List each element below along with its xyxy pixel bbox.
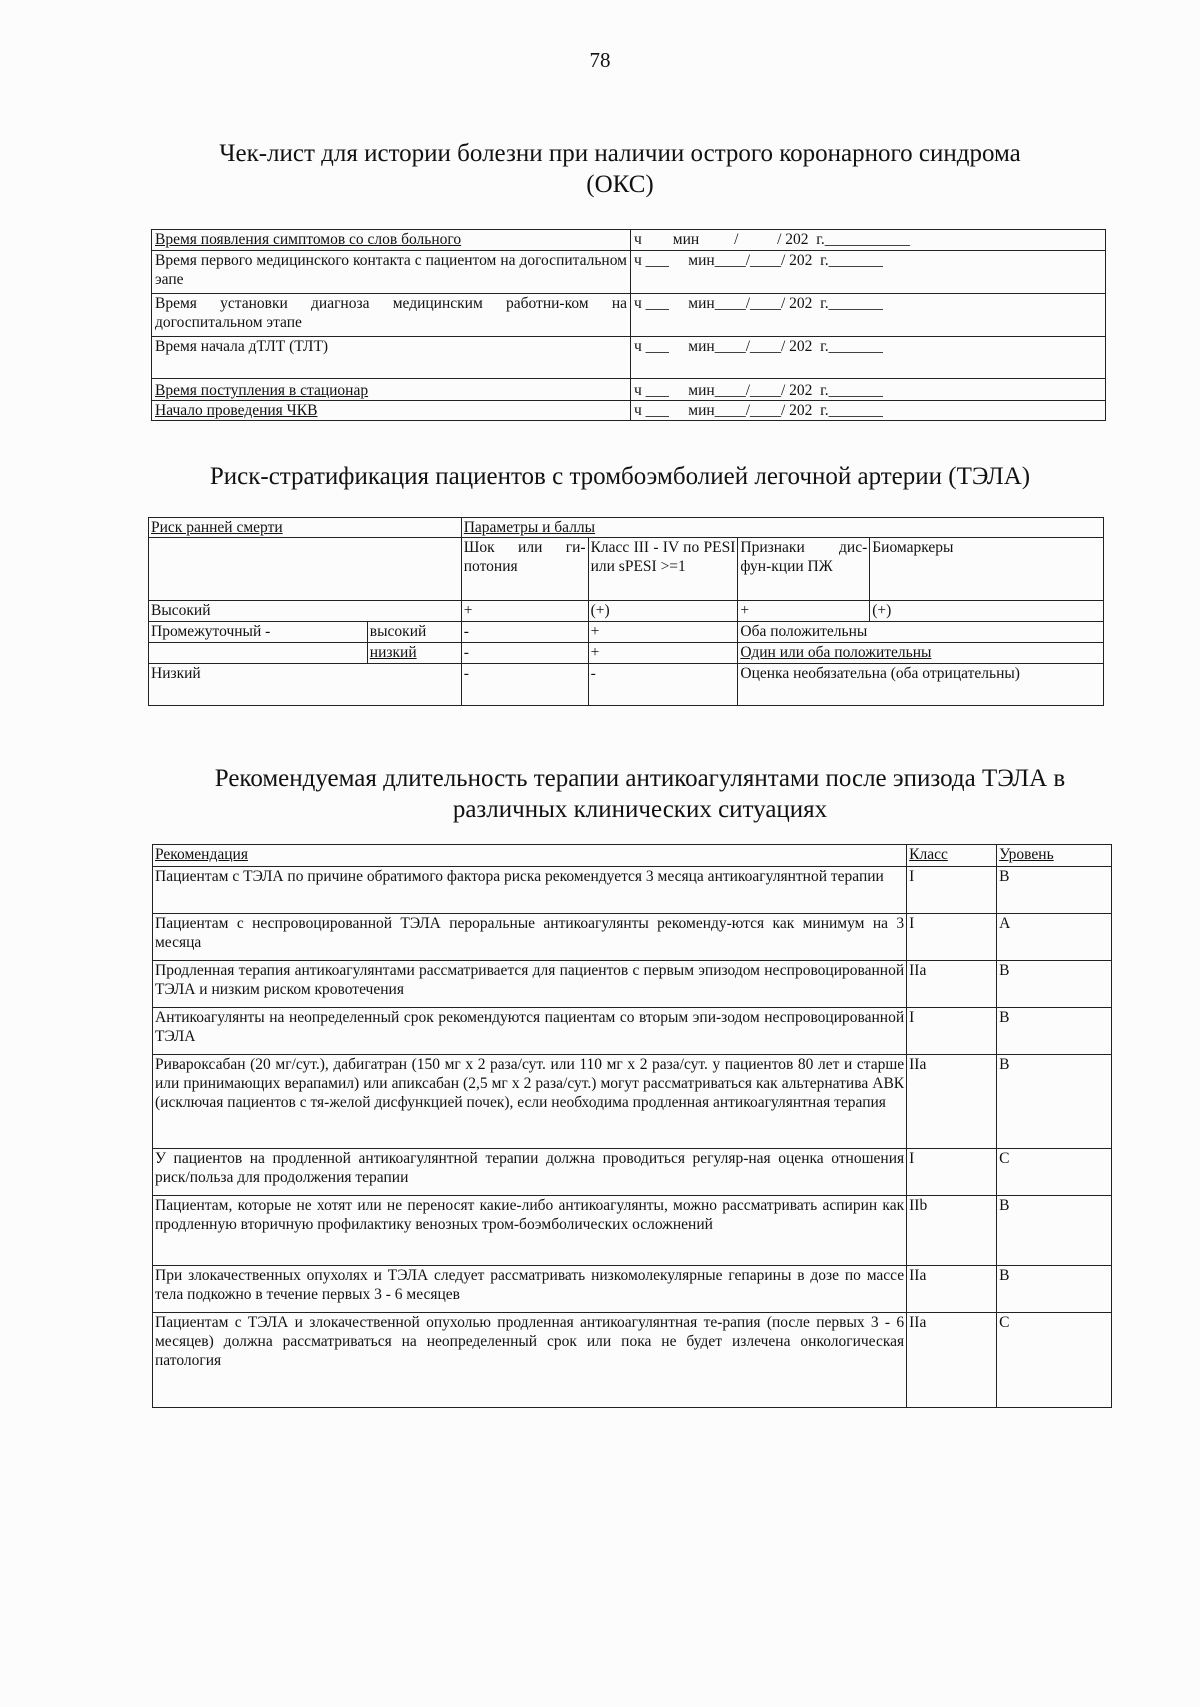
- therapy-rec: Продленная терапия антикоагулянтами рассматривается для пациентов с первым эпизодом неспровоцированной ТЭЛА и низким риском кровотечения: [153, 961, 907, 1008]
- table-row: [153, 867, 1112, 914]
- checklist-label: Начало проведения ЧКВ: [152, 401, 631, 421]
- checklist-label: Время поступления в стационар: [152, 379, 631, 401]
- checklist-label: Время появления симптомов со слов больного: [152, 230, 631, 251]
- risk-mid-label: Промежуточный -: [149, 622, 368, 643]
- therapy-level: B: [997, 961, 1112, 1008]
- risk-low-shock: -: [461, 664, 588, 706]
- therapy-class: IIa: [907, 1266, 997, 1313]
- table-row: [149, 622, 1104, 643]
- therapy-class: IIa: [907, 1313, 997, 1408]
- table-row: [152, 337, 1106, 379]
- table-row: [153, 845, 1112, 867]
- risk-mid-high-rvbio: Оба положительны: [738, 622, 1104, 643]
- therapy-class: IIa: [907, 961, 997, 1008]
- therapy-level: B: [997, 867, 1112, 914]
- therapy-class: I: [907, 867, 997, 914]
- therapy-class: I: [907, 1149, 997, 1196]
- checklist-title: [140, 138, 1100, 200]
- therapy-rec: У пациентов на продленной антикоагулянтной терапии должна проводиться регуляр-ная оценка отношения риск/польза для продолжения терапии: [153, 1149, 907, 1196]
- therapy-title-line1: Рекомендуемая длительность терапии антикоагулянтами после эпизода ТЭЛА в: [214, 765, 1066, 792]
- table-row: [153, 1055, 1112, 1149]
- risk-mid-low-label: низкий: [367, 643, 461, 664]
- checklist-label: Время начала дТЛТ (ТЛТ): [152, 337, 631, 379]
- therapy-level: C: [997, 1313, 1112, 1408]
- checklist-value[interactable]: [631, 379, 1106, 401]
- therapy-level: B: [997, 1008, 1112, 1055]
- checklist-value[interactable]: [631, 230, 1106, 251]
- risk-sub-shock: Шок или ги-потония: [461, 538, 588, 601]
- risk-low-pesi: -: [588, 664, 738, 706]
- therapy-rec: Антикоагулянты на неопределенный срок рекомендуются пациентам со вторым эпи-зодом неспровоцированной ТЭЛА: [153, 1008, 907, 1055]
- risk-high-label: Высокий: [149, 601, 462, 622]
- therapy-title: [160, 763, 1120, 825]
- table-row: [153, 1149, 1112, 1196]
- table-row: [152, 230, 1106, 251]
- checklist-value[interactable]: [631, 401, 1106, 421]
- checklist-value[interactable]: [631, 251, 1106, 294]
- table-row: [149, 518, 1104, 538]
- risk-high-bio: (+): [870, 601, 1104, 622]
- table-row: [153, 1008, 1112, 1055]
- table-row: [149, 601, 1104, 622]
- risk-mid-high-pesi: +: [588, 622, 738, 643]
- therapy-table: [152, 844, 1112, 1408]
- table-row: [153, 914, 1112, 961]
- checklist-value[interactable]: [631, 294, 1106, 337]
- therapy-header-rec: Рекомендация: [153, 845, 907, 867]
- risk-header-death: Риск ранней смерти: [149, 518, 462, 538]
- risk-high-rv: +: [738, 601, 870, 622]
- therapy-level: B: [997, 1266, 1112, 1313]
- table-row: [153, 1196, 1112, 1266]
- therapy-level: C: [997, 1149, 1112, 1196]
- risk-mid-empty: [149, 643, 368, 664]
- risk-mid-low-rvbio: Один или оба положительны: [738, 643, 1104, 664]
- risk-mid-high-label: высокий: [367, 622, 461, 643]
- risk-table: [148, 517, 1104, 706]
- checklist-label: Время первого медицинского контакта с пациентом на догоспитальном эапе: [152, 251, 631, 294]
- therapy-rec: Пациентам, которые не хотят или не переносят какие-либо антикоагулянты, можно рассматривать аспирин как продленную вторичную профилактику венозных тром-боэмболических осложнений: [153, 1196, 907, 1266]
- risk-mid-low-shock: -: [461, 643, 588, 664]
- therapy-rec: Пациентам с ТЭЛА по причине обратимого фактора риска рекомендуется 3 месяца антикоагулянтной терапии: [153, 867, 907, 914]
- therapy-class: IIa: [907, 1055, 997, 1149]
- table-row: [149, 664, 1104, 706]
- therapy-class: I: [907, 914, 997, 961]
- checklist-label: Время установки диагноза медицинским работни-ком на догоспитальном этапе: [152, 294, 631, 337]
- risk-mid-low-pesi: +: [588, 643, 738, 664]
- table-row: [153, 1266, 1112, 1313]
- therapy-rec: Ривароксабан (20 мг/сут.), дабигатран (150 мг х 2 раза/сут. или 110 мг х 2 раза/сут. у пациентов 80 лет и старше или принимающих верапамил) или апиксабан (2,5 мг х 2 раза/сут.) могут рассматриваться как альтернатива АВК (исключая пациентов с тя-желой дисфункцией почек), если необходима продленная антикоагулянтная терапия: [153, 1055, 907, 1149]
- therapy-header-level: Уровень: [997, 845, 1112, 867]
- table-row: [152, 251, 1106, 294]
- risk-low-label: Низкий: [149, 664, 462, 706]
- risk-sub-bio: Биомаркеры: [870, 538, 1104, 601]
- checklist-title-line1: Чек-лист для истории болезни при наличии острого коронарного синдрома: [219, 140, 1021, 167]
- checklist-value-text: ч ___ мин____/____/ 202 г._______: [634, 252, 883, 269]
- risk-high-shock: +: [461, 601, 588, 622]
- therapy-level: B: [997, 1055, 1112, 1149]
- risk-low-rvbio: Оценка необязательна (оба отрицательны): [738, 664, 1104, 706]
- therapy-rec: Пациентам с неспровоцированной ТЭЛА пероральные антикоагулянты рекоменду-ются как минимум на 3 месяца: [153, 914, 907, 961]
- page-number: 78: [589, 48, 611, 72]
- table-row: [149, 538, 1104, 601]
- therapy-rec: При злокачественных опухолях и ТЭЛА следует рассматривать низкомолекулярные гепарины в дозе по массе тела подкожно в течение первых 3 - 6 месяцев: [153, 1266, 907, 1313]
- table-row: [153, 1313, 1112, 1408]
- therapy-class: I: [907, 1008, 997, 1055]
- therapy-header-class: Класс: [907, 845, 997, 867]
- risk-sub-rv: Признаки дис-фун-кции ПЖ: [738, 538, 870, 601]
- risk-title: Риск-стратификация пациентов с тромбоэмболией легочной артерии (ТЭЛА): [209, 463, 1031, 490]
- risk-header-empty: [149, 538, 462, 601]
- table-row: [152, 294, 1106, 337]
- checklist-value-text: ч ___ мин____/____/ 202 г._______: [634, 338, 883, 355]
- therapy-level: A: [997, 914, 1112, 961]
- therapy-title-line2: различных клинических ситуациях: [452, 796, 828, 823]
- therapy-level: B: [997, 1196, 1112, 1266]
- checklist-value-text: ч ___ мин____/____/ 202 г._______: [634, 402, 883, 419]
- risk-header-params: Параметры и баллы: [461, 518, 1103, 538]
- checklist-value-text: ч ___ мин____/____/ 202 г._______: [634, 382, 883, 399]
- checklist-value-text: ч мин / / 202 г.___________: [634, 231, 911, 248]
- checklist-table: [151, 229, 1106, 421]
- risk-sub-pesi: Класс III - IV по PESI или sPESI >=1: [588, 538, 738, 601]
- table-row: [152, 401, 1106, 421]
- checklist-value[interactable]: [631, 337, 1106, 379]
- table-row: [152, 379, 1106, 401]
- table-row: [153, 961, 1112, 1008]
- therapy-class: IIb: [907, 1196, 997, 1266]
- risk-high-pesi: (+): [588, 601, 738, 622]
- table-row: [149, 643, 1104, 664]
- therapy-rec: Пациентам с ТЭЛА и злокачественной опухолью продленная антикоагулянтная те-рапия (после первых 3 - 6 месяцев) должна рассматриваться на неопределенный срок или пока не будет излечена онкологическая патология: [153, 1313, 907, 1408]
- risk-mid-high-shock: -: [461, 622, 588, 643]
- checklist-value-text: ч ___ мин____/____/ 202 г._______: [634, 295, 883, 312]
- checklist-title-line2: (ОКС): [586, 171, 654, 198]
